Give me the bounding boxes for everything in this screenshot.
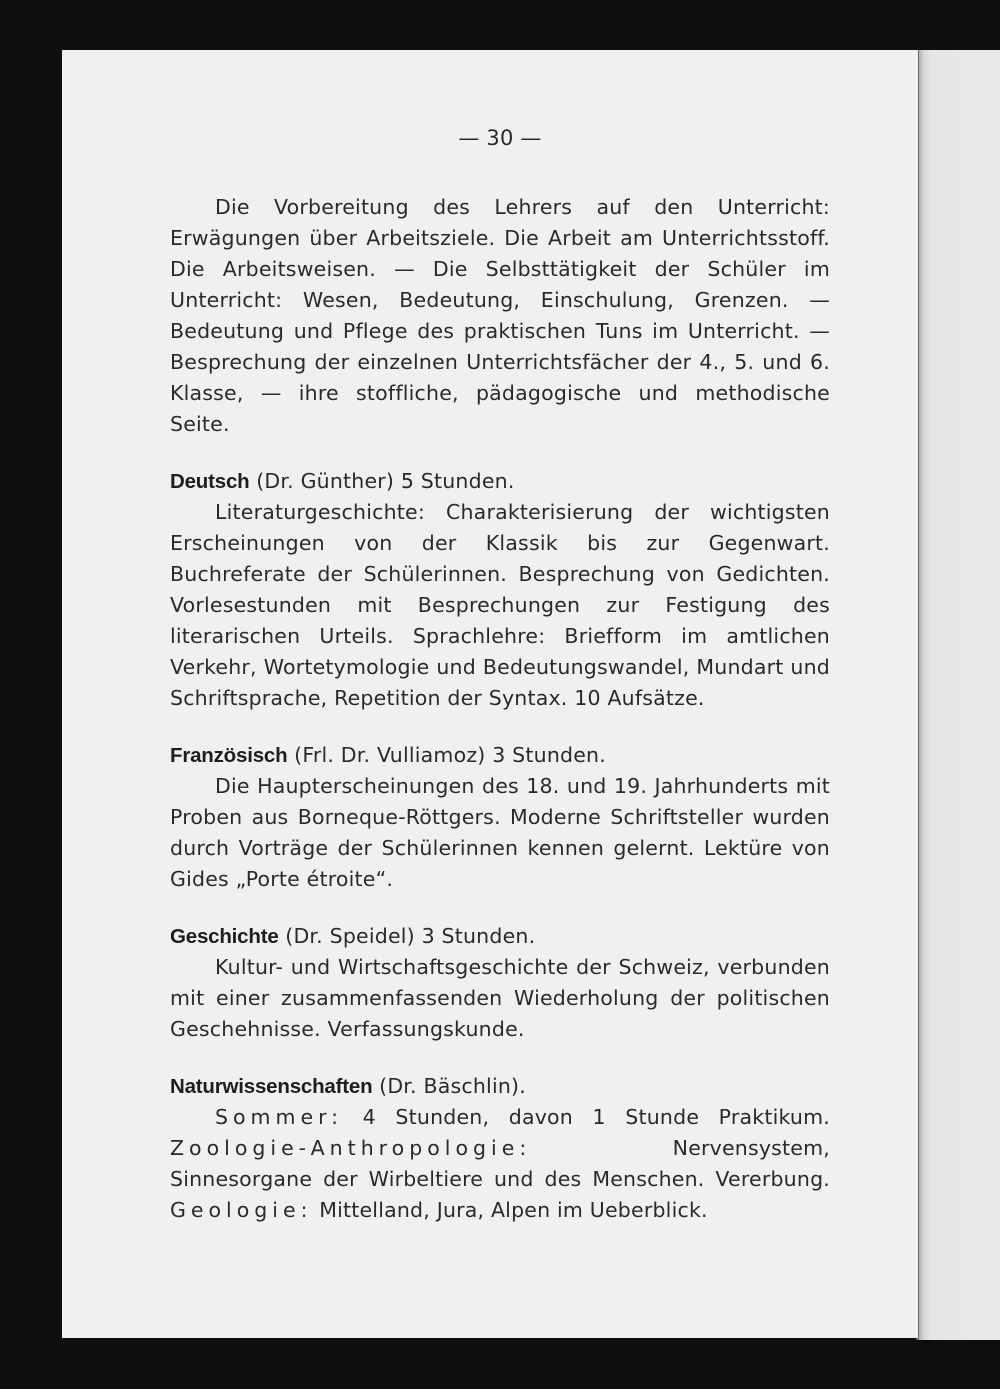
section-title: Deutsch [170,470,250,493]
section-text: Die Haupterscheinungen des 18. und 19. Jahrhunderts mit Proben aus Borneque-Röttgers. Moderne Schriftsteller wurden durch Vorträge der Schülerinnen kennen gelernt. Lektüre von Gides „Porte étroite“. [170,774,830,891]
section-details: (Frl. Dr. Vulliamoz) 3 Stunden. [294,743,606,767]
intro-paragraph: Die Vorbereitung des Lehrers auf den Unterricht: Erwägungen über Arbeitsziele. Die Arbeit am Unterrichtsstoff. Die Arbeitsweisen. — Die Selbsttätigkeit der Schüler im Unterricht: Wesen, Bedeutung, Einschulung, Grenzen. — Bedeutung und Pflege des praktischen Tuns im Unterricht. — Besprechung der einzelnen Unterrichtsfächer der 4., 5. und 6. Klasse, — ihre stoffliche, pädagogische und methodische Seite. [170,195,830,436]
zoologie-text: Nervensystem, Sinnesorgane der Wirbeltiere und des Menschen. Vererbung. [170,1136,830,1191]
section-text: Literaturgeschichte: Charakterisierung der wichtigsten Erscheinungen von der Klassik bis zur Gegenwart. Buchreferate der Schülerinnen. Besprechung von Gedichten. Vorlesestunden mit Besprechungen zur Festigung des literarischen Urteils. Sprachlehre: Briefform im amtlichen Verkehr, Wortetymologie und Bedeutungswandel, Mundart und Schriftsprache, Repetition der Syntax. 10 Aufsätze. [170,500,830,710]
section-franzoesisch [170,740,830,895]
section-heading-line [170,466,830,497]
section-details: (Dr. Speidel) 3 Stunden. [285,924,536,948]
section-title: Französisch [170,744,288,767]
section-naturwissenschaften [170,1071,830,1226]
section-deutsch [170,466,830,714]
section-details: (Dr. Bäschlin). [379,1074,526,1098]
section-details: (Dr. Günther) 5 Stunden. [256,469,515,493]
section-title: Geschichte [170,925,279,948]
section-title: Naturwissenschaften [170,1075,373,1098]
section-text: Kultur- und Wirtschaftsgeschichte der Schweiz, verbunden mit einer zusammenfassenden Wiederholung der politischen Geschehnisse. Verfassungskunde. [170,955,830,1041]
adjacent-page-edge [918,50,1000,1340]
section-heading-line [170,1071,830,1102]
geologie-label: Geologie: [170,1198,313,1222]
page-number: — 30 — [458,126,542,150]
section-heading-line [170,740,830,771]
zoologie-label: Zoologie-Anthropologie: [170,1136,532,1160]
section-geschichte [170,921,830,1045]
sommer-label: Sommer: [215,1105,344,1129]
page-content [170,120,830,1226]
sommer-text: 4 Stunden, davon 1 Stunde Praktikum. [362,1105,830,1129]
section-text [170,1102,830,1226]
section-heading-line [170,921,830,952]
geologie-text: Mittelland, Jura, Alpen im Ueberblick. [319,1198,708,1222]
